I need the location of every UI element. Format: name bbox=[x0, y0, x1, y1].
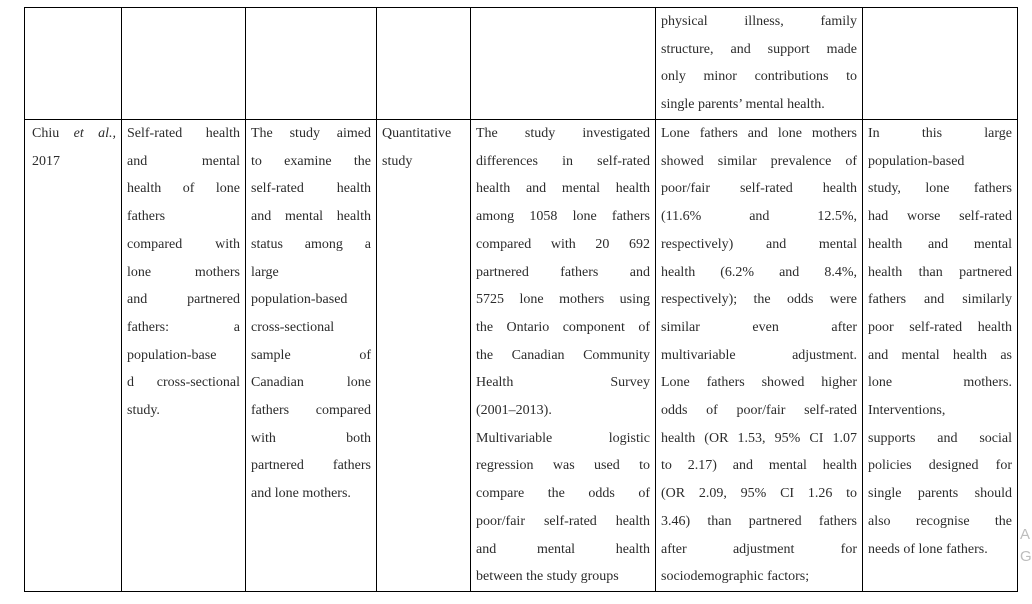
cell-text-line: needs of lone fathers. bbox=[868, 541, 988, 557]
cell-text-line: poor/fair self-rated health bbox=[476, 513, 650, 529]
cell-text-line: Multivariable logistic bbox=[476, 430, 650, 446]
cell-text-line: fathers and similarly bbox=[868, 292, 1012, 308]
cell-methods-empty bbox=[471, 8, 656, 120]
edge-glyph-a: A bbox=[1020, 526, 1031, 543]
cell-text-line: health than partnered bbox=[868, 264, 1012, 280]
cell-text-line: Health Survey bbox=[476, 375, 650, 391]
cell-text-line: (OR 2.09, 95% CI 1.26 to bbox=[661, 486, 857, 502]
cell-text-line: physical illness, family bbox=[661, 14, 857, 29]
cell-text-line: The study aimed bbox=[251, 126, 371, 141]
cell-aim-empty bbox=[246, 8, 377, 120]
cell-text-line: between the study groups bbox=[476, 569, 619, 585]
cell-text-line: lone mothers. bbox=[868, 375, 1012, 391]
author-name: Chiu bbox=[32, 126, 60, 141]
cell-study-aim bbox=[246, 120, 377, 592]
cell-text-line: compare the odds of bbox=[476, 486, 650, 502]
cell-text-line: Interventions, bbox=[868, 403, 946, 419]
cell-text-line: self-rated health bbox=[251, 181, 371, 197]
edge-glyph-g: G bbox=[1020, 548, 1032, 565]
cell-text-line: sample of bbox=[251, 347, 371, 363]
cell-text-line: partnered fathers bbox=[251, 458, 371, 474]
cell-text-line: to examine the bbox=[251, 153, 371, 169]
cell-text-line: multivariable adjustment. bbox=[661, 347, 857, 363]
cell-text-line: The study investigated bbox=[476, 126, 650, 141]
cell-text-line: study, lone fathers bbox=[868, 181, 1012, 197]
cell-text-line: poor self-rated health bbox=[868, 319, 1012, 335]
author-line bbox=[32, 120, 116, 148]
cell-text-line: status among a bbox=[251, 236, 371, 252]
cell-text-line: after adjustment for bbox=[661, 541, 857, 557]
cell-text-line: among 1058 lone fathers bbox=[476, 209, 650, 225]
cell-text-line: health (OR 1.53, 95% CI 1.07 bbox=[661, 430, 857, 446]
cell-text-line: health (6.2% and 8.4%, bbox=[661, 264, 857, 280]
cell-study-design bbox=[377, 120, 471, 592]
cell-text-line: policies designed for bbox=[868, 458, 1012, 474]
cell-findings-continued bbox=[656, 8, 863, 120]
cell-text-line: single parents’ mental health. bbox=[661, 97, 825, 113]
cell-text-line: lone mothers bbox=[127, 264, 240, 280]
cell-text-line: population-base bbox=[127, 347, 217, 363]
cell-text-line: health of lone bbox=[127, 181, 240, 197]
cell-text-line: (2001–2013). bbox=[476, 403, 552, 419]
cell-text-line: supports and social bbox=[868, 430, 1012, 446]
cell-text-line: and partnered bbox=[127, 292, 240, 308]
publication-year: 2017 bbox=[32, 153, 60, 169]
cell-text-line: the Canadian Community bbox=[476, 347, 650, 363]
cell-design-empty bbox=[377, 8, 471, 120]
cell-text-line: single parents should bbox=[868, 486, 1012, 502]
literature-review-table bbox=[24, 7, 1018, 592]
cell-text-line: Canadian lone bbox=[251, 375, 371, 391]
cell-text-line: and mental health bbox=[251, 209, 371, 225]
cell-text-line: regression was used to bbox=[476, 458, 650, 474]
cell-text-line: respectively); the odds were bbox=[661, 292, 857, 308]
cell-text-line: only minor contributions to bbox=[661, 69, 857, 85]
cell-text-line: respectively) and mental bbox=[661, 236, 857, 252]
cell-text-line: sociodemographic factors; bbox=[661, 569, 810, 585]
cell-text-line: poor/fair self-rated health bbox=[661, 181, 857, 197]
cell-text-line: health and mental bbox=[868, 236, 1012, 252]
cell-author-empty bbox=[25, 8, 122, 120]
cell-author-year bbox=[25, 120, 122, 592]
cell-text-line: d cross-sectional bbox=[127, 375, 240, 391]
cell-text-line: fathers bbox=[127, 209, 166, 225]
cell-text-line: with both bbox=[251, 430, 371, 446]
cell-text-line: study. bbox=[127, 403, 160, 419]
table-row-chiu-2017 bbox=[25, 120, 1018, 592]
cell-study-findings bbox=[656, 120, 863, 592]
cell-text-line: and lone mothers. bbox=[251, 486, 351, 502]
cell-study-methods bbox=[471, 120, 656, 592]
cell-text-line: Self-rated health bbox=[127, 126, 240, 141]
cell-text-line: (11.6% and 12.5%, bbox=[661, 209, 857, 225]
cell-text-line: population-based bbox=[251, 292, 348, 308]
cell-title-empty bbox=[122, 8, 246, 120]
cell-text-line: the Ontario component of bbox=[476, 319, 650, 335]
cell-text-line: also recognise the bbox=[868, 513, 1012, 529]
cell-text-line: compared with bbox=[127, 236, 240, 252]
cell-text-line: study bbox=[382, 153, 413, 169]
cell-text-line: Lone fathers and lone mothers bbox=[661, 126, 857, 141]
cell-conclusion-empty bbox=[863, 8, 1018, 120]
cell-text-line: 5725 lone mothers using bbox=[476, 292, 650, 308]
cell-text-line: and mental bbox=[127, 153, 240, 169]
cell-text-line: health and mental health bbox=[476, 181, 650, 197]
cell-text-line: odds of poor/fair self-rated bbox=[661, 403, 857, 419]
cell-study-conclusion bbox=[863, 120, 1018, 592]
cell-text-line: had worse self-rated bbox=[868, 209, 1012, 225]
cell-text-line: differences in self-rated bbox=[476, 153, 650, 169]
cell-text-line: Lone fathers showed higher bbox=[661, 375, 857, 391]
cell-text-line: and mental health bbox=[476, 541, 650, 557]
cell-text-line: cross-sectional bbox=[251, 319, 335, 335]
cell-text-line: showed similar prevalence of bbox=[661, 153, 857, 169]
cell-text-line: Quantitative bbox=[382, 126, 452, 141]
cell-text-line: to 2.17) and mental health bbox=[661, 458, 857, 474]
author-etal: et al., bbox=[73, 126, 117, 141]
cell-study-title bbox=[122, 120, 246, 592]
cell-text-line: partnered fathers and bbox=[476, 264, 650, 280]
cell-text-line: fathers: a bbox=[127, 319, 240, 335]
cell-text-line: compared with 20 692 bbox=[476, 236, 650, 252]
cell-text-line: In this large bbox=[868, 126, 1012, 141]
table-row-continued bbox=[25, 8, 1018, 120]
cell-text-line: structure, and support made bbox=[661, 41, 857, 57]
cell-text-line: large bbox=[251, 264, 279, 280]
edge-glyphs bbox=[1020, 524, 1032, 568]
cell-text-line: and mental health as bbox=[868, 347, 1012, 363]
cell-text-line: similar even after bbox=[661, 319, 857, 335]
cell-text-line: fathers compared bbox=[251, 403, 371, 419]
cell-text-line: 3.46) than partnered fathers bbox=[661, 513, 857, 529]
cell-text-line: population-based bbox=[868, 153, 965, 169]
